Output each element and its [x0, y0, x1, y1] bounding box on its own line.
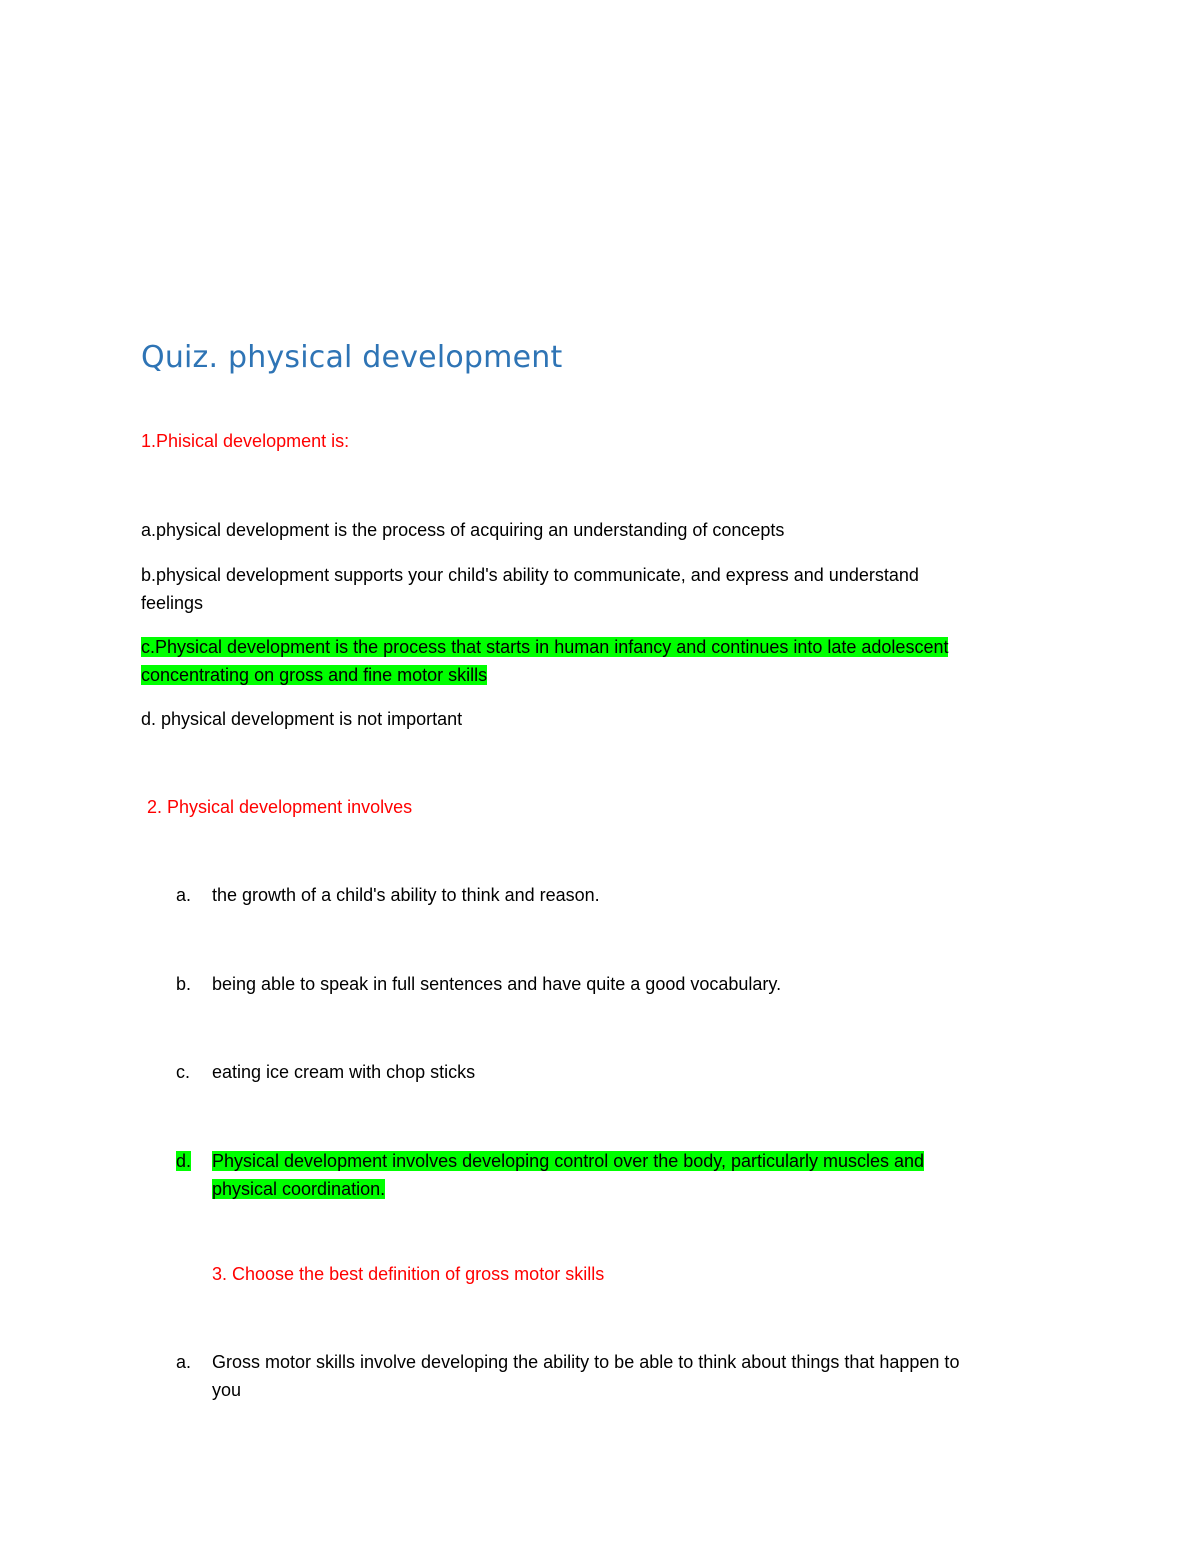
- question-1-option-b: [141, 561, 919, 617]
- option-text: eating ice cream with chop sticks: [212, 1062, 476, 1082]
- option-text-line2: you: [212, 1380, 242, 1400]
- option-text-line1: Physical development involves developing control over the body, particularly muscles and: [212, 1151, 925, 1171]
- list-marker: a.: [176, 885, 192, 905]
- document-title: Quiz. physical development: [141, 340, 563, 375]
- question-1-option-c-correct: [141, 633, 948, 689]
- option-text: being able to speak in full sentences and have quite a good vocabulary.: [212, 974, 782, 994]
- option-text-line2: physical coordination.: [212, 1179, 386, 1199]
- question-3-heading: 3. Choose the best definition of gross motor skills: [212, 1264, 605, 1284]
- question-2-heading: 2. Physical development involves: [147, 797, 413, 817]
- list-marker: b.: [176, 974, 192, 994]
- question-1-option-a: a.physical development is the process of acquiring an understanding of concepts: [141, 520, 785, 540]
- question-1-option-b-line2: feelings: [141, 593, 204, 613]
- list-marker: d.: [176, 1151, 192, 1171]
- question-1-option-b-line1: b.physical development supports your child's ability to communicate, and express and understand: [141, 565, 919, 585]
- question-1-option-c-line2: concentrating on gross and fine motor skills: [141, 665, 488, 685]
- question-1-option-d: d. physical development is not important: [141, 709, 463, 729]
- option-text: the growth of a child's ability to think and reason.: [212, 885, 600, 905]
- question-1-heading: 1.Phisical development is:: [141, 431, 350, 451]
- question-1-option-c-line1: c.Physical development is the process that starts in human infancy and continues into late adolescent: [141, 637, 949, 657]
- option-text-line1: Gross motor skills involve developing the ability to be able to think about things that happen to: [212, 1352, 960, 1372]
- list-marker: c.: [176, 1062, 191, 1082]
- list-marker: a.: [176, 1352, 192, 1372]
